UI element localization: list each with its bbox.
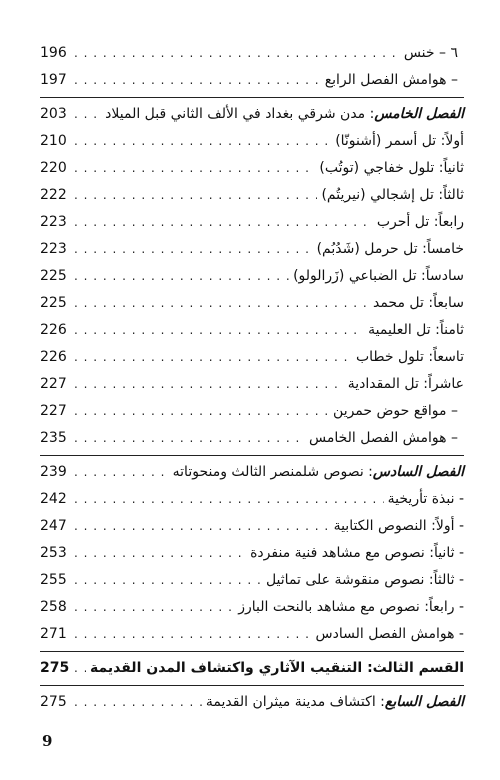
toc-leader-dots [74,459,169,486]
toc-leader-dots [74,486,384,513]
toc-leader-dots [74,540,246,567]
chapter-title: : مدن شرقي بغداد في الألف الثاني قبل الميلاد [105,106,375,122]
toc-page-number: 196 [40,45,67,61]
section-divider [40,685,464,686]
section-divider [40,455,464,456]
section-divider [40,97,464,98]
toc-leader-dots [74,317,364,344]
toc-leader-dots [74,101,101,128]
toc-entry [40,344,464,371]
chapter-label: الفصل السابع [384,694,464,710]
toc-leader-dots [74,371,344,398]
toc-leader-dots [74,567,262,594]
toc-page-number: 226 [40,349,67,365]
toc-entry-title: عاشراً: تل المقدادية [347,376,464,392]
chapter-title: : اكتشاف مدينة ميثران القديمة [205,694,385,710]
section-divider [40,651,464,652]
toc-entry [40,317,464,344]
toc-entry-title: - هوامش الفصل السادس [315,626,464,642]
toc-entry [40,621,464,648]
toc-entry [40,371,464,398]
toc-entry-title [206,689,464,716]
toc-leader-dots [74,182,317,209]
toc-entry-title: ٦ – خنس [403,45,458,61]
toc-leader-dots [74,594,234,621]
toc-page-number: 203 [40,106,67,122]
toc-entry-title: – مواقع حوض حمرين [333,403,458,419]
toc-page-number: 242 [40,491,67,507]
toc-entry [40,398,464,425]
toc-page-number: 235 [40,430,67,446]
toc-page-number: 223 [40,241,67,257]
chapter-title: : نصوص شلمنصر الثالث ومنحوتاته [172,464,373,480]
toc-page-number: 225 [40,295,67,311]
toc-leader-dots [74,155,315,182]
toc-entry-title: - ثالثاً: نصوص منقوشة على تماثيل [265,572,464,588]
toc-page-number: 275 [40,694,67,710]
toc-entry [40,209,464,236]
toc-entry-title: سابعاً: تل محمد [372,295,464,311]
toc-page-number: 223 [40,214,67,230]
chapter-label: الفصل السادس [372,464,464,480]
toc-entry [40,594,464,621]
toc-page-number: 220 [40,160,67,176]
toc-leader-dots [74,209,373,236]
toc-entry [40,155,464,182]
toc-entry-title: القسم الثالث: التنقيب الآثاري واكتشاف المدن القديمة [90,660,464,676]
toc-page-number: 222 [40,187,67,203]
toc-entry [40,182,464,209]
toc-page-number: 271 [40,626,67,642]
toc-entry-title: - ثانياً: نصوص مع مشاهد فنية منفردة [250,545,464,561]
toc-page-number: 255 [40,572,67,588]
toc-part-entry [40,655,464,682]
toc-leader-dots [74,689,202,716]
toc-leader-dots [74,513,330,540]
toc-page-number: 247 [40,518,67,534]
toc-entry [40,513,464,540]
toc-entry [40,236,464,263]
toc-entry-title: ثانياً: تلول خفاجي (توتُب) [319,160,464,176]
toc-entry-title: - أولاً: النصوص الكتابية [333,518,464,534]
toc-page-number: 197 [40,72,67,88]
toc-entry-title: ثالثاً: تل إشجالي (نيريتُم) [321,187,464,203]
toc-page-number: 239 [40,464,67,480]
toc-page-number: 227 [40,376,67,392]
toc-page-number: 227 [40,403,67,419]
toc-entry [40,40,464,67]
toc-entry [40,128,464,155]
chapter-label: الفصل الخامس [374,106,464,122]
toc-leader-dots [74,290,369,317]
toc-page-number: 275 [40,660,70,676]
toc-entry [40,540,464,567]
toc-entry-title [173,459,464,486]
toc-entry-title: رابعاً: تل أحرب [376,214,464,230]
toc-entry [40,425,464,452]
page-number: 9 [42,732,53,750]
toc-page-number: 210 [40,133,67,149]
toc-entry-title: – هوامش الفصل الخامس [309,430,458,446]
toc-leader-dots [74,425,305,452]
toc-leader-dots [74,655,86,682]
toc-leader-dots [74,67,321,94]
toc-page-number: 226 [40,322,67,338]
toc-page-number: 258 [40,599,67,615]
toc-leader-dots [74,128,331,155]
table-of-contents [40,40,464,716]
toc-leader-dots [74,344,352,371]
toc-chapter-entry [40,101,464,128]
toc-entry-title: تاسعاً: تلول خطاب [355,349,464,365]
toc-entry [40,263,464,290]
toc-entry-title: – هوامش الفصل الرابع [324,72,458,88]
toc-leader-dots [74,621,312,648]
toc-chapter-entry [40,689,464,716]
toc-leader-dots [74,263,289,290]
toc-entry [40,290,464,317]
toc-leader-dots [74,398,329,425]
toc-entry-title: - نبذة تأريخية [387,491,464,507]
toc-leader-dots [74,40,400,67]
toc-chapter-entry [40,459,464,486]
toc-entry [40,67,464,94]
toc-entry [40,486,464,513]
toc-entry [40,567,464,594]
toc-entry-title: سادساً: تل الضباعي (زَرالولو) [293,268,464,284]
toc-page-number: 253 [40,545,67,561]
toc-entry-title: أولاً: تل أسمر (أشنونّا) [335,133,464,149]
toc-entry-title [105,101,464,128]
toc-entry-title: خامساً: تل حرمل (شَدُبُم) [316,241,464,257]
toc-entry-title: ثامناً: تل العليمية [368,322,464,338]
toc-leader-dots [74,236,313,263]
toc-page-number: 225 [40,268,67,284]
toc-entry-title: - رابعاً: نصوص مع مشاهد بالنحت البارز [238,599,464,615]
